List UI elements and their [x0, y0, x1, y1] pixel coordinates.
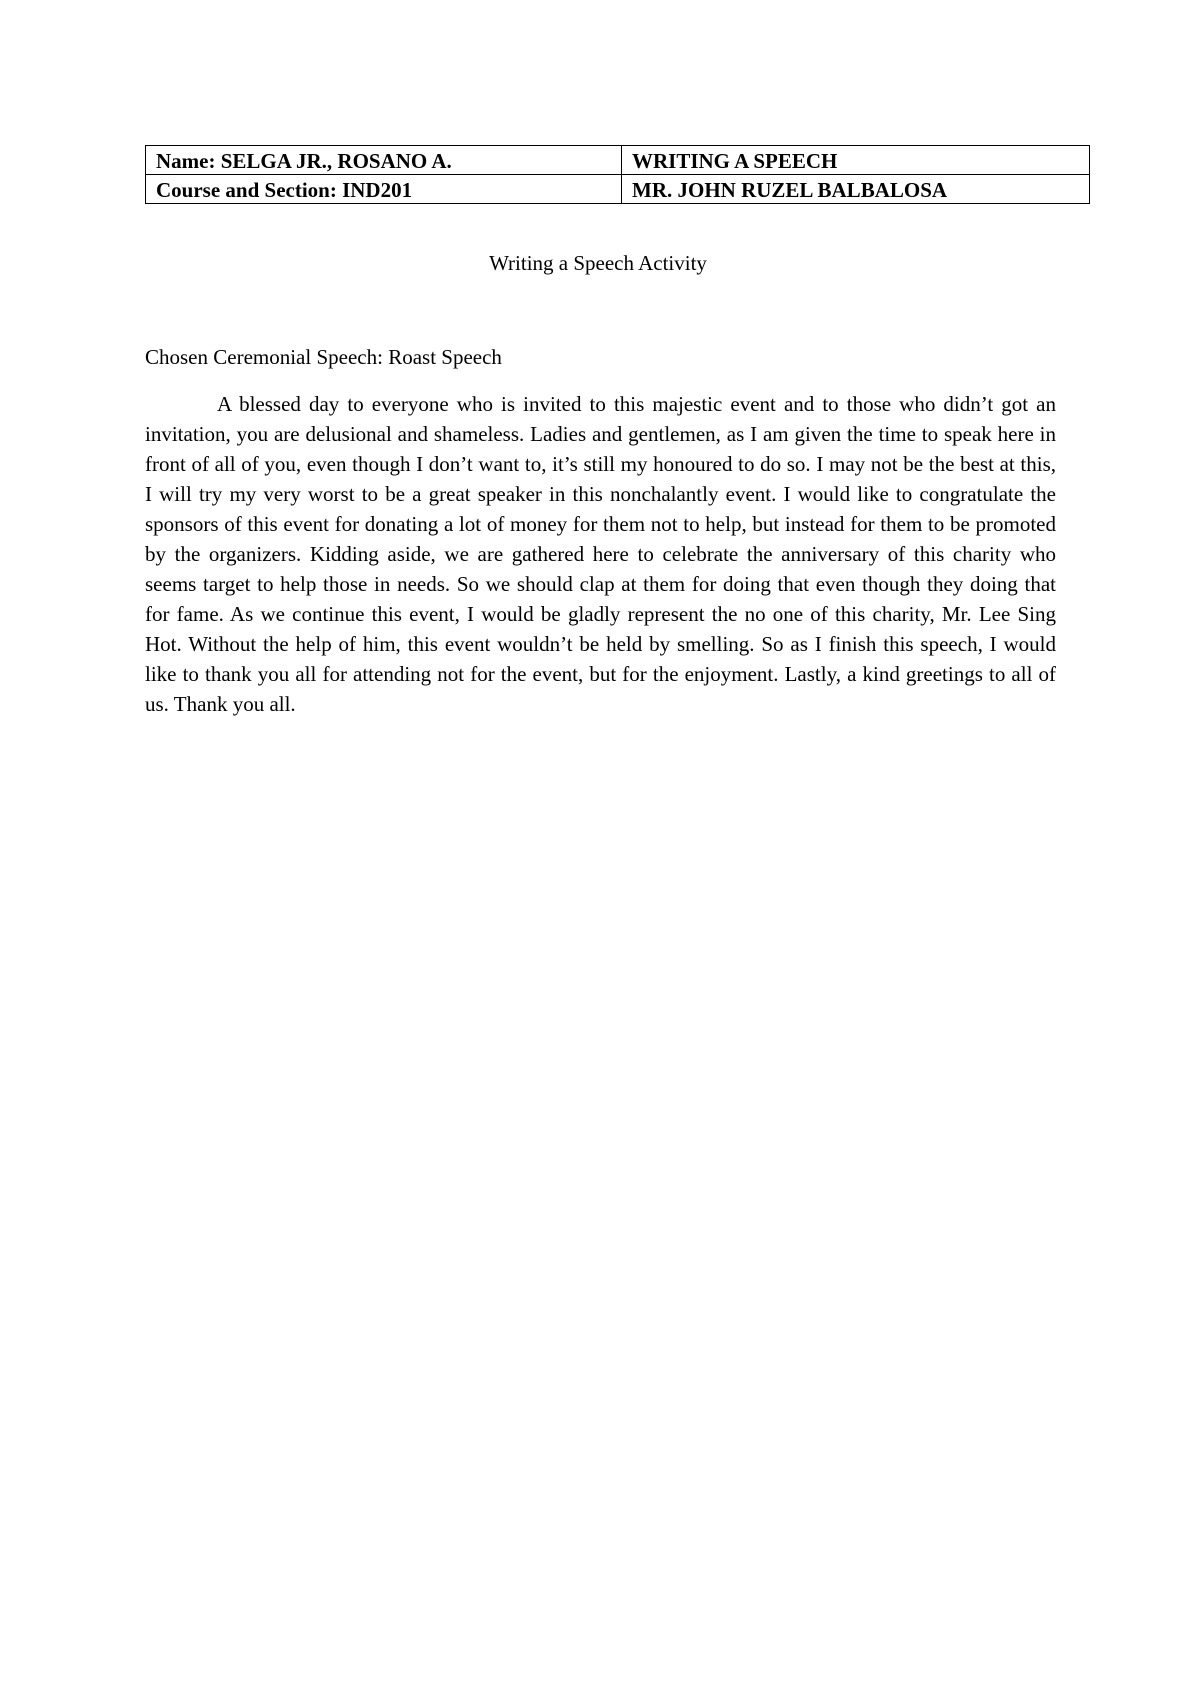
- student-name-cell: Name: SELGA JR., ROSANO A.: [146, 146, 622, 175]
- header-row-2: [146, 175, 1090, 204]
- instructor-cell: MR. JOHN RUZEL BALBALOSA: [622, 175, 1090, 204]
- header-info-table: [145, 145, 1090, 204]
- course-section-cell: Course and Section: IND201: [146, 175, 622, 204]
- document-title: Writing a Speech Activity: [489, 251, 707, 275]
- speech-body-paragraph: A blessed day to everyone who is invited to this majestic event and to those who didn’t got an invitation, you are delusional and shameless. Ladies and gentlemen, as I am given the time to speak here in front of all of you, even though I don’t want to, it’s still my honoured to do so. I may not be the best at this, I will try my very worst to be a great speaker in this nonchalantly event. I would like to congratulate the sponsors of this event for donating a lot of money for them not to help, but instead for them to be promoted by the organizers. Kidding aside, we are gathered here to celebrate the anniversary of this charity who seems target to help those in needs. So we should clap at them for doing that even though they doing that for fame. As we continue this event, I would be gladly represent the no one of this charity, Mr. Lee Sing Hot. Without the help of him, this event wouldn’t be held by smelling. So as I finish this speech, I would like to thank you all for attending not for the event, but for the enjoyment. Lastly, a kind greetings to all of us. Thank you all.: [145, 392, 1056, 716]
- activity-title-cell: WRITING A SPEECH: [622, 146, 1090, 175]
- chosen-speech-label: Chosen Ceremonial Speech: Roast Speech: [145, 345, 502, 369]
- header-row-1: [146, 146, 1090, 175]
